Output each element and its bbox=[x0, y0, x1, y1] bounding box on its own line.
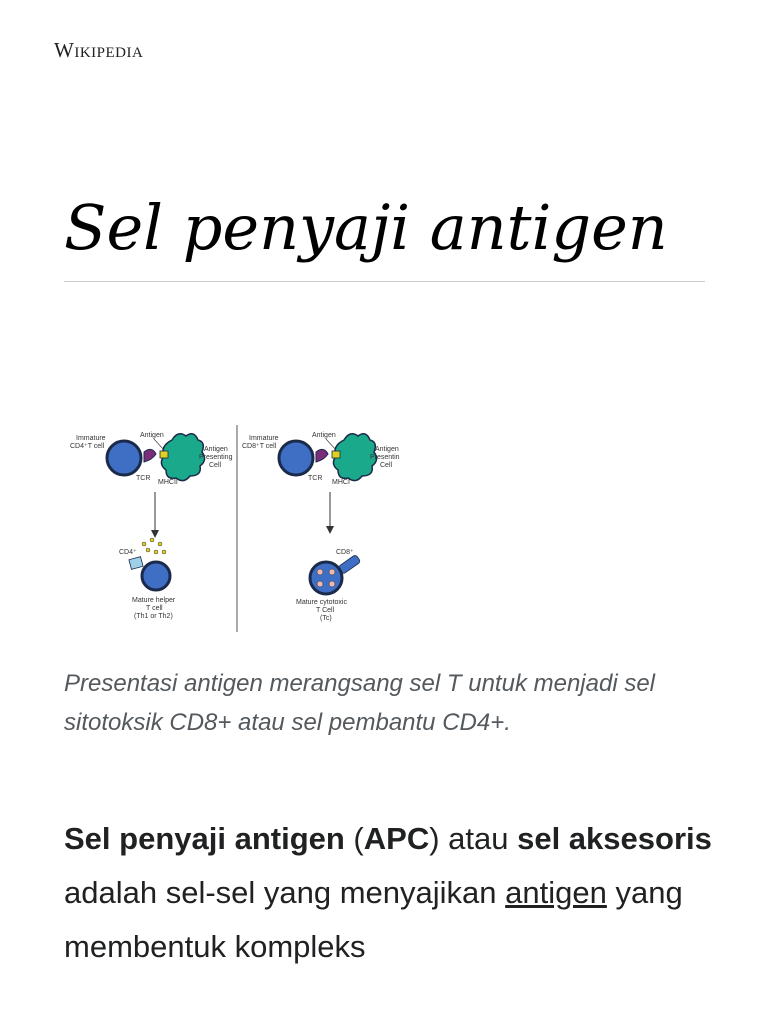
left-immature-label-2: CD4⁺T cell bbox=[70, 443, 105, 450]
right-antigen-label: Antigen bbox=[312, 432, 336, 439]
left-arrow-head bbox=[151, 530, 159, 538]
lead-alt-term: sel aksesoris bbox=[517, 821, 712, 856]
left-marker-label: CD4⁺ bbox=[119, 549, 137, 556]
right-marker-label: CD8⁺ bbox=[336, 549, 354, 556]
right-immature-label-2: CD8⁺T cell bbox=[242, 443, 277, 450]
left-cytokine-dot-3 bbox=[158, 542, 162, 546]
left-mature-label-3: (Th1 or Th2) bbox=[134, 613, 173, 620]
page-title: Sel penyaji antigen bbox=[64, 191, 668, 264]
right-immature-tcell bbox=[279, 441, 313, 475]
left-mhc-label: MHCII bbox=[158, 479, 178, 486]
lead-after-abbr: ) atau bbox=[429, 821, 518, 856]
right-mature-label-2: T Cell bbox=[316, 607, 335, 614]
right-granule-4 bbox=[329, 581, 335, 587]
left-cytokine-dot-5 bbox=[146, 548, 150, 552]
right-apc-label-3: Cell bbox=[380, 462, 393, 469]
right-tcr-label: TCR bbox=[308, 475, 323, 482]
right-mature-cytotoxic-tcell bbox=[310, 562, 342, 594]
right-tcr bbox=[316, 449, 328, 462]
left-tcr-label: TCR bbox=[136, 475, 151, 482]
title-divider bbox=[64, 281, 705, 282]
left-cytokine-dot-6 bbox=[154, 550, 158, 554]
left-immature-label-1: Immature bbox=[76, 435, 106, 442]
left-apc-label-3: Cell bbox=[209, 462, 222, 469]
right-apc-label-1: Antigen bbox=[375, 446, 399, 453]
right-granule-1 bbox=[317, 569, 323, 575]
link-antigen[interactable]: antigen bbox=[505, 875, 607, 910]
left-immature-tcell bbox=[107, 441, 141, 475]
right-mature-label-1: Mature cytotoxic bbox=[296, 599, 347, 606]
left-cytokine-dot-4 bbox=[162, 550, 166, 554]
left-mature-label-2: T cell bbox=[146, 605, 163, 612]
right-mature-label-3: (Tc) bbox=[320, 615, 332, 622]
antigen-presentation-figure[interactable] bbox=[64, 420, 406, 636]
right-antigen-marker bbox=[332, 451, 340, 458]
right-granule-3 bbox=[317, 581, 323, 587]
left-cytokine-dot-1 bbox=[142, 542, 146, 546]
left-cd4-receptor bbox=[129, 557, 143, 570]
lead-term: Sel penyaji antigen bbox=[64, 821, 345, 856]
left-antigen-pointer bbox=[154, 439, 164, 450]
wikipedia-logo[interactable]: Wikipedia bbox=[54, 38, 144, 62]
lead-tail: yang membentuk kompleks bbox=[64, 875, 683, 964]
lead-paragraph bbox=[64, 812, 724, 974]
right-immature-label-1: Immature bbox=[249, 435, 279, 442]
left-antigen-marker bbox=[160, 451, 168, 458]
left-mature-label-1: Mature helper bbox=[132, 597, 176, 604]
right-antigen-pointer bbox=[326, 439, 336, 450]
right-apc-label-2: Presentin bbox=[370, 454, 400, 461]
lead-open-paren: ( bbox=[344, 821, 364, 856]
right-granule-2 bbox=[329, 569, 335, 575]
left-apc-label-1: Antigen bbox=[204, 446, 228, 453]
right-mhc-label: MHCI bbox=[332, 479, 350, 486]
lead-middle: adalah sel-sel yang menyajikan bbox=[64, 875, 506, 910]
left-apc-label-2: Presenting bbox=[199, 454, 233, 461]
left-mature-helper-tcell bbox=[142, 562, 170, 590]
right-arrow-head bbox=[326, 526, 334, 534]
left-tcr bbox=[144, 449, 156, 462]
figure-caption: Presentasi antigen merangsang sel T untuk menjadi sel sitotoksik CD8+ atau sel pembantu CD4+. bbox=[64, 670, 655, 736]
left-antigen-label: Antigen bbox=[140, 432, 164, 439]
lead-abbr: APC bbox=[363, 821, 430, 856]
left-cytokine-dot-2 bbox=[150, 538, 154, 542]
